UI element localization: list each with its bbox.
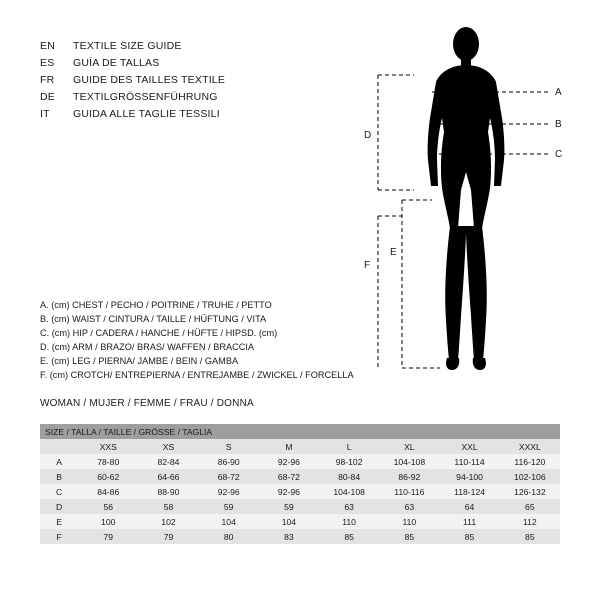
cell: 56	[78, 499, 138, 514]
cell: 92-96	[259, 484, 319, 499]
cell: 83	[259, 529, 319, 544]
language-title: GUÍA DE TALLAS	[73, 57, 160, 69]
column-l: L	[319, 439, 379, 454]
language-row	[40, 57, 340, 74]
table-row	[40, 529, 560, 544]
language-row	[40, 40, 340, 57]
cell: 86-90	[199, 454, 259, 469]
figure-label-e: E	[390, 247, 397, 258]
cell: 85	[319, 529, 379, 544]
table-row	[40, 514, 560, 529]
cell: 104	[199, 514, 259, 529]
row-label: E	[40, 514, 78, 529]
language-code: IT	[40, 108, 50, 120]
cell: 60-62	[78, 469, 138, 484]
figure-label-b: B	[555, 119, 562, 130]
row-label: D	[40, 499, 78, 514]
cell: 85	[379, 529, 439, 544]
cell: 110-114	[439, 454, 499, 469]
column-s: S	[199, 439, 259, 454]
cell: 94-100	[439, 469, 499, 484]
cell: 65	[500, 499, 560, 514]
cell: 118-124	[439, 484, 499, 499]
legend-item-b: B. (cm) WAIST / CINTURA / TAILLE / HÜFTUNG / VITA	[40, 314, 267, 324]
cell: 85	[500, 529, 560, 544]
row-label: F	[40, 529, 78, 544]
cell: 104-108	[319, 484, 379, 499]
cell: 68-72	[199, 469, 259, 484]
cell: 64	[439, 499, 499, 514]
column-xxl: XXL	[439, 439, 499, 454]
cell: 59	[259, 499, 319, 514]
cell: 79	[138, 529, 198, 544]
cell: 102	[138, 514, 198, 529]
column-m: M	[259, 439, 319, 454]
column-xs: XS	[138, 439, 198, 454]
cell: 98-102	[319, 454, 379, 469]
cell: 84-86	[78, 484, 138, 499]
language-code: EN	[40, 40, 55, 52]
legend-item-f: F. (cm) CROTCH/ ENTREPIERNA / ENTREJAMBE / ZWICKEL / FORCELLA	[40, 370, 354, 380]
cell: 104	[259, 514, 319, 529]
language-title: TEXTILGRÖSSENFÜHRUNG	[73, 91, 218, 103]
figure-label-d: D	[364, 130, 372, 141]
cell: 92-96	[259, 454, 319, 469]
cell: 110	[379, 514, 439, 529]
column-xl: XL	[379, 439, 439, 454]
cell: 126-132	[500, 484, 560, 499]
cell: 111	[439, 514, 499, 529]
language-row	[40, 108, 340, 125]
table-row	[40, 484, 560, 499]
cell: 80	[199, 529, 259, 544]
language-code: DE	[40, 91, 55, 103]
measurement-legend	[40, 298, 380, 382]
figure-label-f: F	[364, 260, 371, 271]
cell: 104-108	[379, 454, 439, 469]
row-label: B	[40, 469, 78, 484]
language-titles	[40, 40, 340, 125]
column-xxxl: XXXL	[500, 439, 560, 454]
cell: 116-120	[500, 454, 560, 469]
legend-item-d: D. (cm) ARM / BRAZO/ BRAS/ WAFFEN / BRACCIA	[40, 342, 255, 352]
language-code: ES	[40, 57, 55, 69]
language-title: GUIDA ALLE TAGLIE TESSILI	[73, 108, 220, 120]
table-header-label: SIZE / TALLA / TAILLE / GRÖSSE / TAGLIA	[40, 424, 560, 439]
cell: 64-66	[138, 469, 198, 484]
language-title: GUIDE DES TAILLES TEXTILE	[73, 74, 226, 86]
language-title: TEXTILE SIZE GUIDE	[73, 40, 182, 52]
legend-item-c: C. (cm) HIP / CADERA / HANCHE / HÜFTE / HIPSD. (cm)	[40, 328, 278, 338]
cell: 58	[138, 499, 198, 514]
table-row	[40, 469, 560, 484]
size-table-wrapper	[40, 424, 560, 544]
cell: 100	[78, 514, 138, 529]
table-row	[40, 499, 560, 514]
gender-label: WOMAN / MUJER / FEMME / FRAU / DONNA	[40, 398, 254, 409]
row-label: A	[40, 454, 78, 469]
language-code: FR	[40, 74, 55, 86]
cell: 82-84	[138, 454, 198, 469]
column-xxs: XXS	[78, 439, 138, 454]
cell: 88-90	[138, 484, 198, 499]
cell: 63	[319, 499, 379, 514]
cell: 110	[319, 514, 379, 529]
cell: 59	[199, 499, 259, 514]
cell: 86-92	[379, 469, 439, 484]
language-row	[40, 74, 340, 91]
cell: 102-106	[500, 469, 560, 484]
cell: 78-80	[78, 454, 138, 469]
female-silhouette	[428, 27, 505, 370]
row-label: C	[40, 484, 78, 499]
cell: 85	[439, 529, 499, 544]
table-row	[40, 454, 560, 469]
cell: 63	[379, 499, 439, 514]
language-row	[40, 91, 340, 108]
legend-item-e: E. (cm) LEG / PIERNA/ JAMBE / BEIN / GAMBA	[40, 356, 239, 366]
column-corner	[40, 439, 78, 454]
cell: 92-96	[199, 484, 259, 499]
cell: 68-72	[259, 469, 319, 484]
cell: 79	[78, 529, 138, 544]
size-table	[40, 424, 560, 544]
figure-label-c: C	[555, 149, 563, 160]
legend-item-a: A. (cm) CHEST / PECHO / POITRINE / TRUHE / PETTO	[40, 300, 272, 310]
table-header-row	[40, 424, 560, 439]
table-column-row	[40, 439, 560, 454]
cell: 110-116	[379, 484, 439, 499]
cell: 112	[500, 514, 560, 529]
cell: 80-84	[319, 469, 379, 484]
figure-label-a: A	[555, 87, 562, 98]
